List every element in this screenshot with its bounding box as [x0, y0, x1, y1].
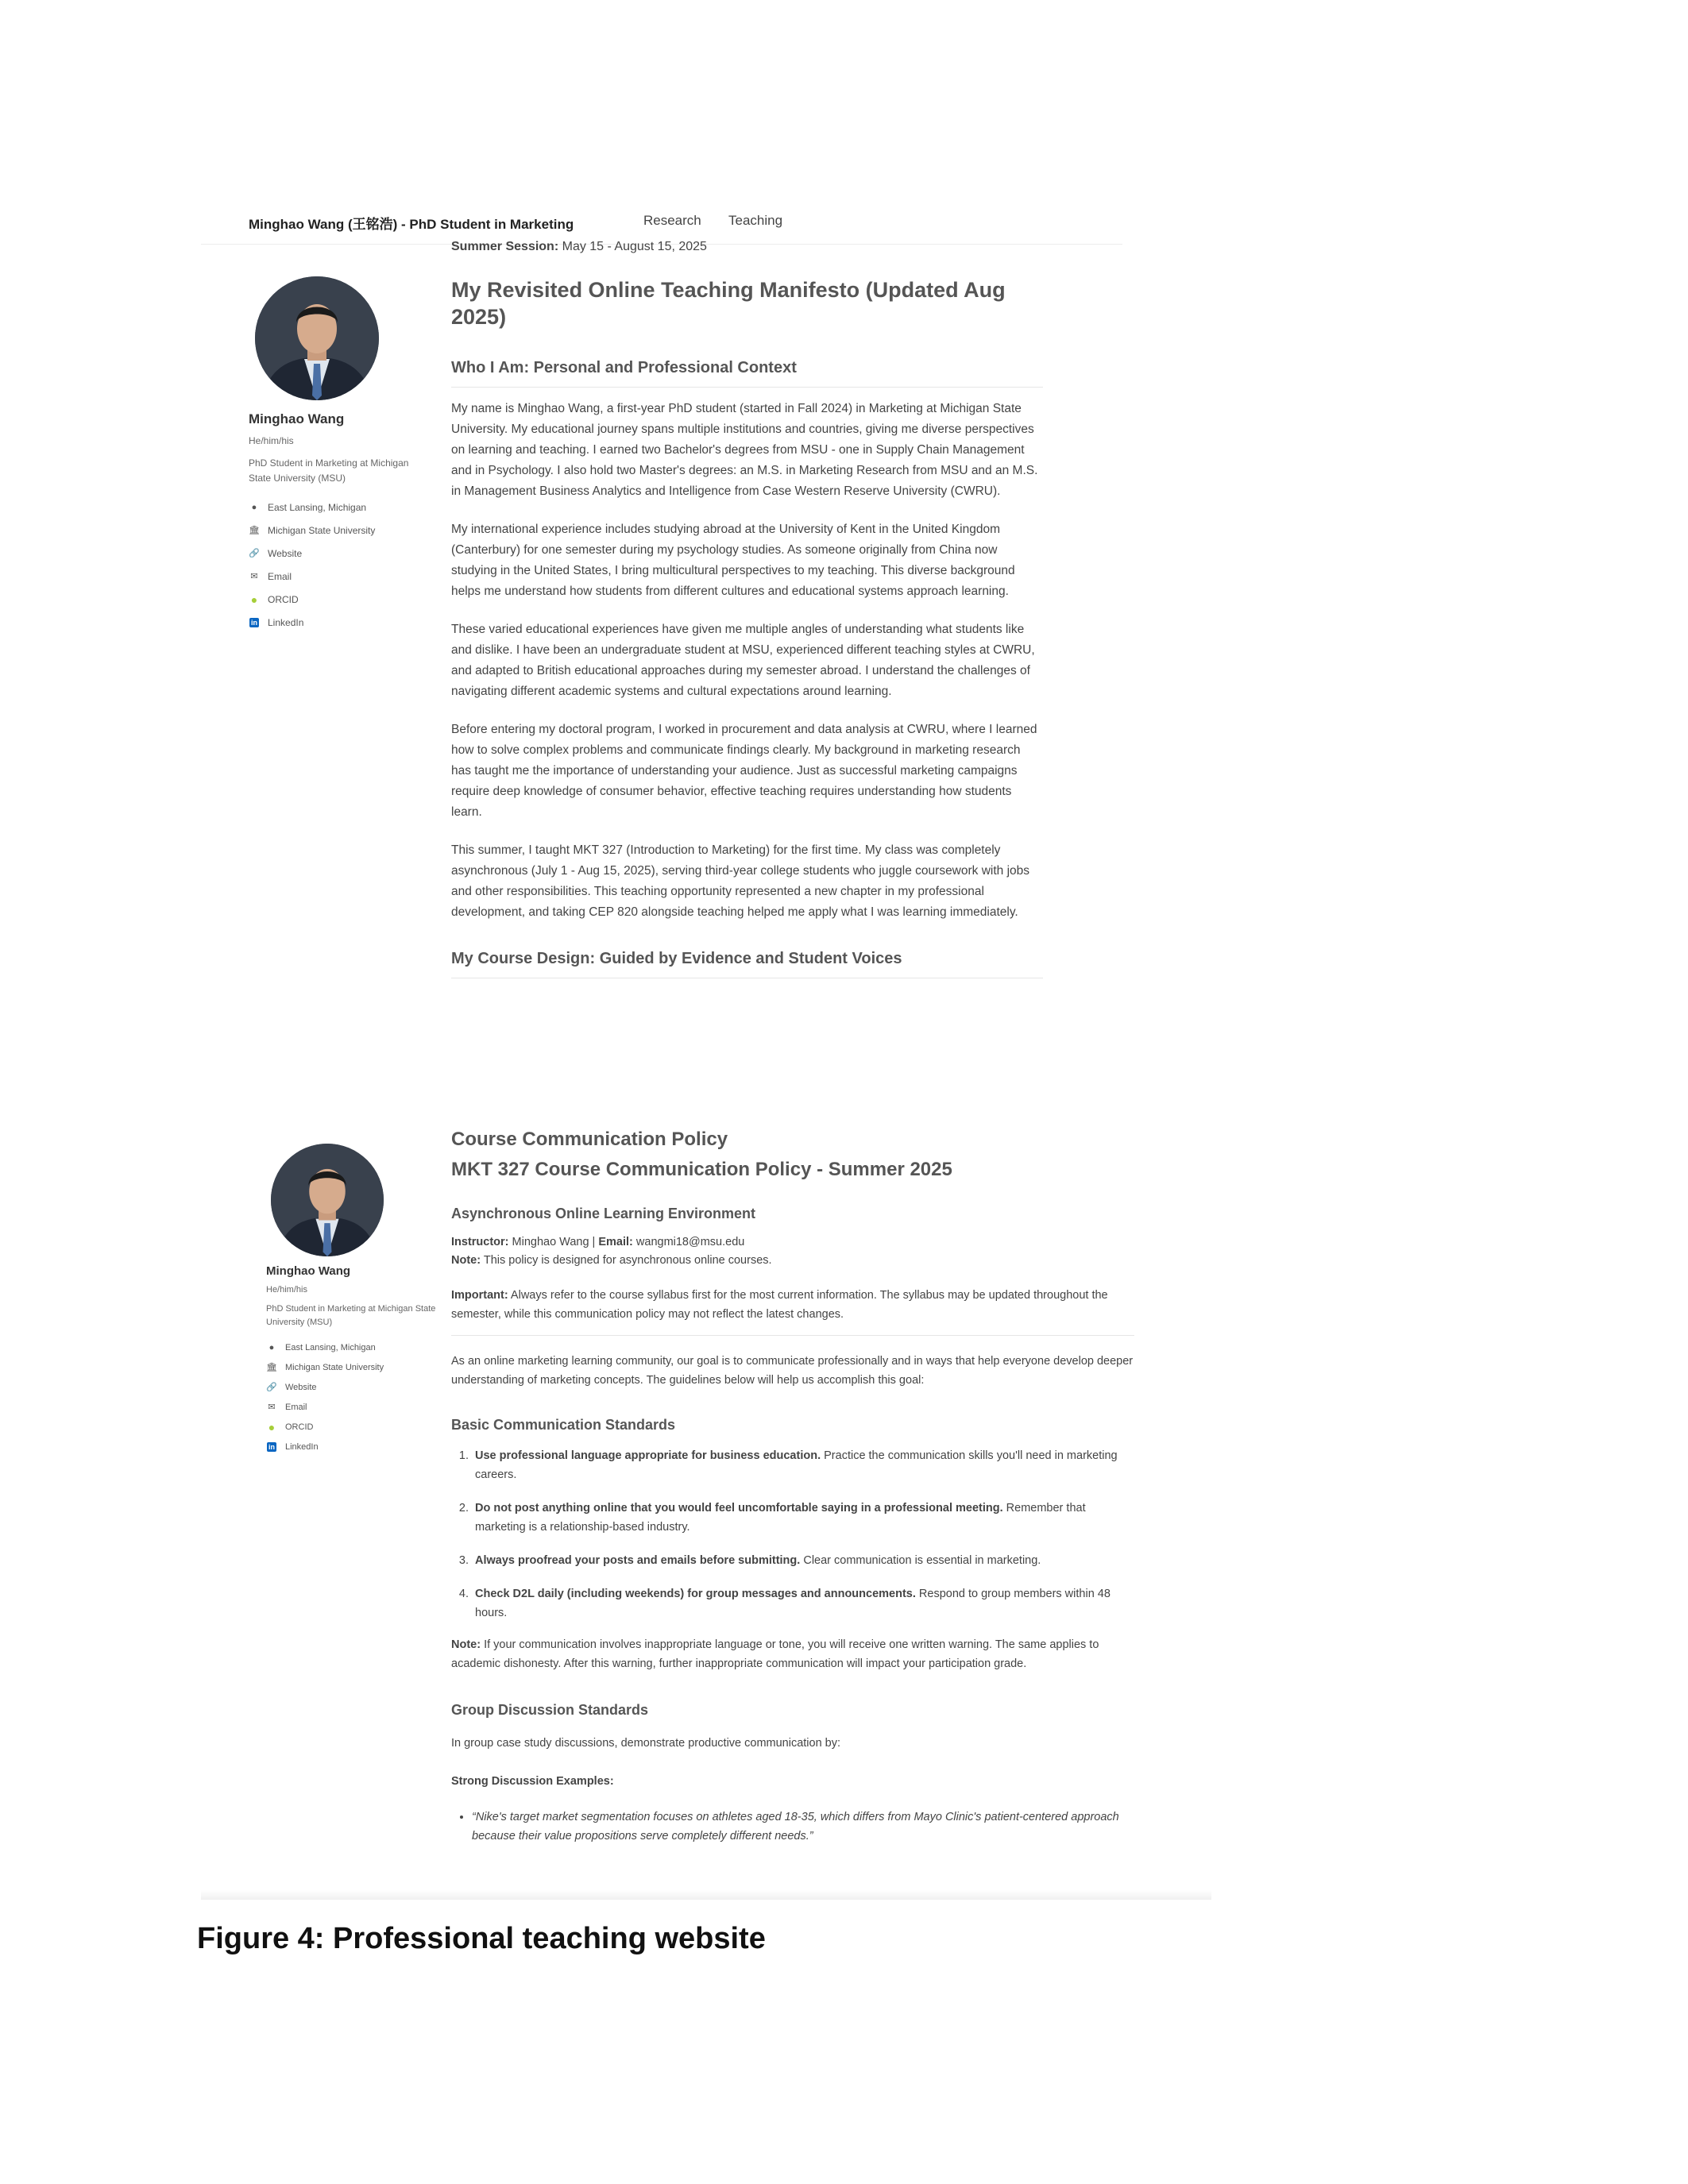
examples-list — [472, 1808, 1134, 1846]
session-label: Summer Session: — [451, 240, 559, 253]
policy-title: Course Communication Policy — [451, 1129, 728, 1150]
important-text: Always refer to the course syllabus first for the most current information. The syllabus may be updated throughout the semester, while this communication policy may not reflect the latest changes. — [451, 1289, 1108, 1321]
manifesto-paragraph: Before entering my doctoral program, I worked in procurement and data analysis at CWRU, where I learned how to solve complex problems and communicate findings clearly. My background in marketing research has taught me the importance of understanding your audience. Just as successful marketing campaigns require deep knowledge of consumer behavior, effective teaching requires understanding how students learn. — [451, 723, 1037, 819]
profile-photo — [271, 1144, 384, 1256]
manifesto-paragraphs — [451, 399, 1043, 923]
orcid-icon: ● — [268, 1420, 276, 1433]
standard-text: Practice the communication skills you'll need in marketing careers. — [475, 1449, 1118, 1481]
profile-name: Minghao Wang — [266, 1264, 351, 1278]
linkedin-label: LinkedIn — [268, 616, 304, 628]
profile-sidebar-2 — [249, 1144, 439, 1457]
session-line — [451, 240, 1043, 254]
list-item — [472, 1446, 1134, 1484]
profile-affiliation: PhD Student in Marketing at Michigan State University (MSU) — [266, 1304, 436, 1327]
avatar — [271, 1144, 384, 1256]
profile-sidebar — [249, 276, 431, 634]
email-label: Email — [285, 1402, 307, 1412]
profile-photo — [255, 276, 379, 400]
orcid-label: ORCID — [285, 1422, 314, 1432]
standard-bold: Check D2L daily (including weekends) for group messages and announcements. — [475, 1588, 916, 1600]
profile-name: Minghao Wang — [249, 411, 345, 426]
location-link — [249, 496, 431, 519]
list-item — [472, 1584, 1134, 1623]
note-line — [451, 1252, 1134, 1270]
location-label: East Lansing, Michigan — [268, 501, 367, 513]
manifesto-paragraph: This summer, I taught MKT 327 (Introduction to Marketing) for the first time. My class was completely asynchronous (July 1 - Aug 15, 2025), serving third-year college students who juggle coursework with jobs and other responsibilities. This teaching opportunity represented a new chapter in my professional development, and taking CEP 820 alongside teaching helped me apply what I was learning immediately. — [451, 843, 1030, 919]
policy-content — [451, 1128, 1134, 1846]
session-dates: May 15 - August 15, 2025 — [562, 240, 707, 253]
policy-intro: As an online marketing learning community, our goal is to communicate professionally and in ways that help everyone develop deeper understanding of marketing concepts. The guidelines below will help us accomplish this goal: — [451, 1355, 1134, 1387]
linkedin-icon: in — [251, 618, 257, 627]
standard-text: Respond to group members within 48 hours. — [475, 1588, 1111, 1619]
institution-link[interactable] — [249, 519, 431, 542]
note2-label: Note: — [451, 1638, 481, 1651]
section-heading-course-design: My Course Design: Guided by Evidence and Student Voices — [451, 950, 1043, 978]
strong-examples-label: Strong Discussion Examples: — [451, 1775, 614, 1788]
email-link[interactable] — [249, 565, 431, 588]
institution-icon: 🏛 — [266, 1363, 277, 1372]
standard-text: Clear communication is essential in marketing. — [803, 1554, 1041, 1567]
manifesto-paragraph: My name is Minghao Wang, a first-year PhD student (started in Fall 2024) in Marketing at Michigan State University. My educational journey spans multiple institutions and countries, giving me diverse perspectives on learning and teaching. I earned two Bachelor's degrees from MSU - one in Supply Chain Management and in Psychology. I also hold two Master's degrees: an M.S. in Marketing Research from MSU and an M.S. in Management Business Analytics and Intelligence from Case Western Reserve University (CWRU). — [451, 402, 1038, 498]
institution-label: Michigan State University — [285, 1362, 384, 1372]
site-brand[interactable]: Minghao Wang (王铭浩) - PhD Student in Marketing — [249, 217, 574, 232]
instructor-name: Minghao Wang | — [512, 1236, 596, 1248]
standards-list — [472, 1446, 1134, 1623]
profile-details-2 — [249, 1264, 439, 1457]
website-label: Website — [268, 547, 303, 559]
avatar — [255, 276, 379, 400]
profile-pronouns: He/him/his — [266, 1285, 307, 1295]
orcid-label: ORCID — [268, 593, 299, 605]
manifesto-title: My Revisited Online Teaching Manifesto (Updated Aug 2025) — [451, 278, 1006, 329]
orcid-link[interactable] — [249, 588, 431, 611]
note-label: Note: — [451, 1254, 481, 1267]
standard-bold: Do not post anything online that you would feel uncomfortable saying in a professional meeting. — [475, 1502, 1003, 1515]
profile-links — [249, 496, 431, 634]
instructor-line — [451, 1233, 1134, 1252]
profile-links — [266, 1337, 439, 1457]
envelope-icon: ✉ — [250, 572, 258, 581]
envelope-icon: ✉ — [268, 1403, 276, 1412]
manifesto-content — [451, 240, 1043, 978]
section-heading-who-i-am: Who I Am: Personal and Professional Context — [451, 359, 1043, 388]
orcid-link[interactable] — [266, 1417, 439, 1437]
note2-text: If your communication involves inappropriate language or tone, you will receive one written warning. The same applies to academic dishonesty. After this warning, further inappropriate communication will impact your participation grade. — [451, 1638, 1099, 1670]
linkedin-icon: in — [268, 1442, 275, 1451]
standard-bold: Always proofread your posts and emails before submitting. — [475, 1554, 801, 1567]
manifesto-paragraph: These varied educational experiences have given me multiple angles of understanding what students like and dislike. I have been an undergraduate student at MSU, experienced different teaching styles at CWRU, and adapted to British educational approaches during my semester abroad. I understand the challenges of navigating different academic systems and cultural expectations around learning. — [451, 623, 1035, 698]
note2-line — [451, 1635, 1134, 1673]
institution-link[interactable] — [266, 1357, 439, 1377]
website-link[interactable] — [266, 1377, 439, 1397]
map-pin-icon: ● — [251, 502, 257, 512]
email-link[interactable] — [266, 1397, 439, 1417]
basic-standards-heading: Basic Communication Standards — [451, 1417, 676, 1433]
note-text: This policy is designed for asynchronous online courses. — [483, 1254, 772, 1267]
standard-text: Remember that marketing is a relationship-based industry. — [475, 1502, 1086, 1534]
orcid-icon: ● — [250, 592, 258, 606]
linkedin-link[interactable] — [249, 611, 431, 634]
map-pin-icon: ● — [268, 1342, 275, 1352]
linkedin-label: LinkedIn — [285, 1441, 319, 1452]
policy-subtitle: MKT 327 Course Communication Policy - Summer 2025 — [451, 1159, 952, 1180]
link-icon: 🔗 — [249, 549, 260, 558]
figure-caption: Figure 4: Professional teaching website — [197, 1922, 766, 1955]
website-link[interactable] — [249, 542, 431, 565]
email-label: Email: — [598, 1236, 633, 1248]
profile-pronouns: He/him/his — [249, 435, 294, 446]
group-intro: In group case study discussions, demonstrate productive communication by: — [451, 1737, 841, 1750]
profile-affiliation: PhD Student in Marketing at Michigan State University (MSU) — [249, 457, 409, 484]
manifesto-screenshot — [201, 240, 1122, 1086]
nav-link-teaching[interactable]: Teaching — [728, 213, 783, 228]
nav-link-research[interactable]: Research — [643, 213, 701, 228]
group-standards-heading: Group Discussion Standards — [451, 1702, 649, 1718]
link-icon: 🔗 — [266, 1383, 277, 1392]
website-label: Website — [285, 1382, 317, 1392]
standard-bold: Use professional language appropriate for business education. — [475, 1449, 821, 1462]
list-item: • “Nike's target market segmentation focuses on athletes aged 18-35, which differs from Mayo Clinic's patient-centered approach because their value propositions serve completely different needs.” — [472, 1808, 1134, 1846]
instructor-email[interactable]: wangmi18@msu.edu — [635, 1236, 745, 1248]
instructor-label: Instructor: — [451, 1236, 509, 1248]
institution-label: Michigan State University — [268, 524, 376, 536]
important-line — [451, 1286, 1134, 1336]
policy-screenshot — [201, 1128, 1211, 1900]
location-label: East Lansing, Michigan — [285, 1342, 376, 1352]
important-label: Important: — [451, 1289, 508, 1302]
list-item — [472, 1551, 1134, 1570]
institution-icon: 🏛 — [249, 526, 260, 535]
linkedin-link[interactable] — [266, 1437, 439, 1457]
manifesto-paragraph: My international experience includes studying abroad at the University of Kent in the United Kingdom (Canterbury) for one semester during my psychology studies. As someone originally from China now studying in the United States, I bring multicultural perspectives to my teaching. This diverse background helps me understand how students from different cultures and educational systems approach learning. — [451, 523, 1015, 598]
email-label: Email — [268, 570, 292, 582]
env-heading: Asynchronous Online Learning Environment — [451, 1206, 756, 1221]
location-link — [266, 1337, 439, 1357]
list-item — [472, 1499, 1134, 1537]
